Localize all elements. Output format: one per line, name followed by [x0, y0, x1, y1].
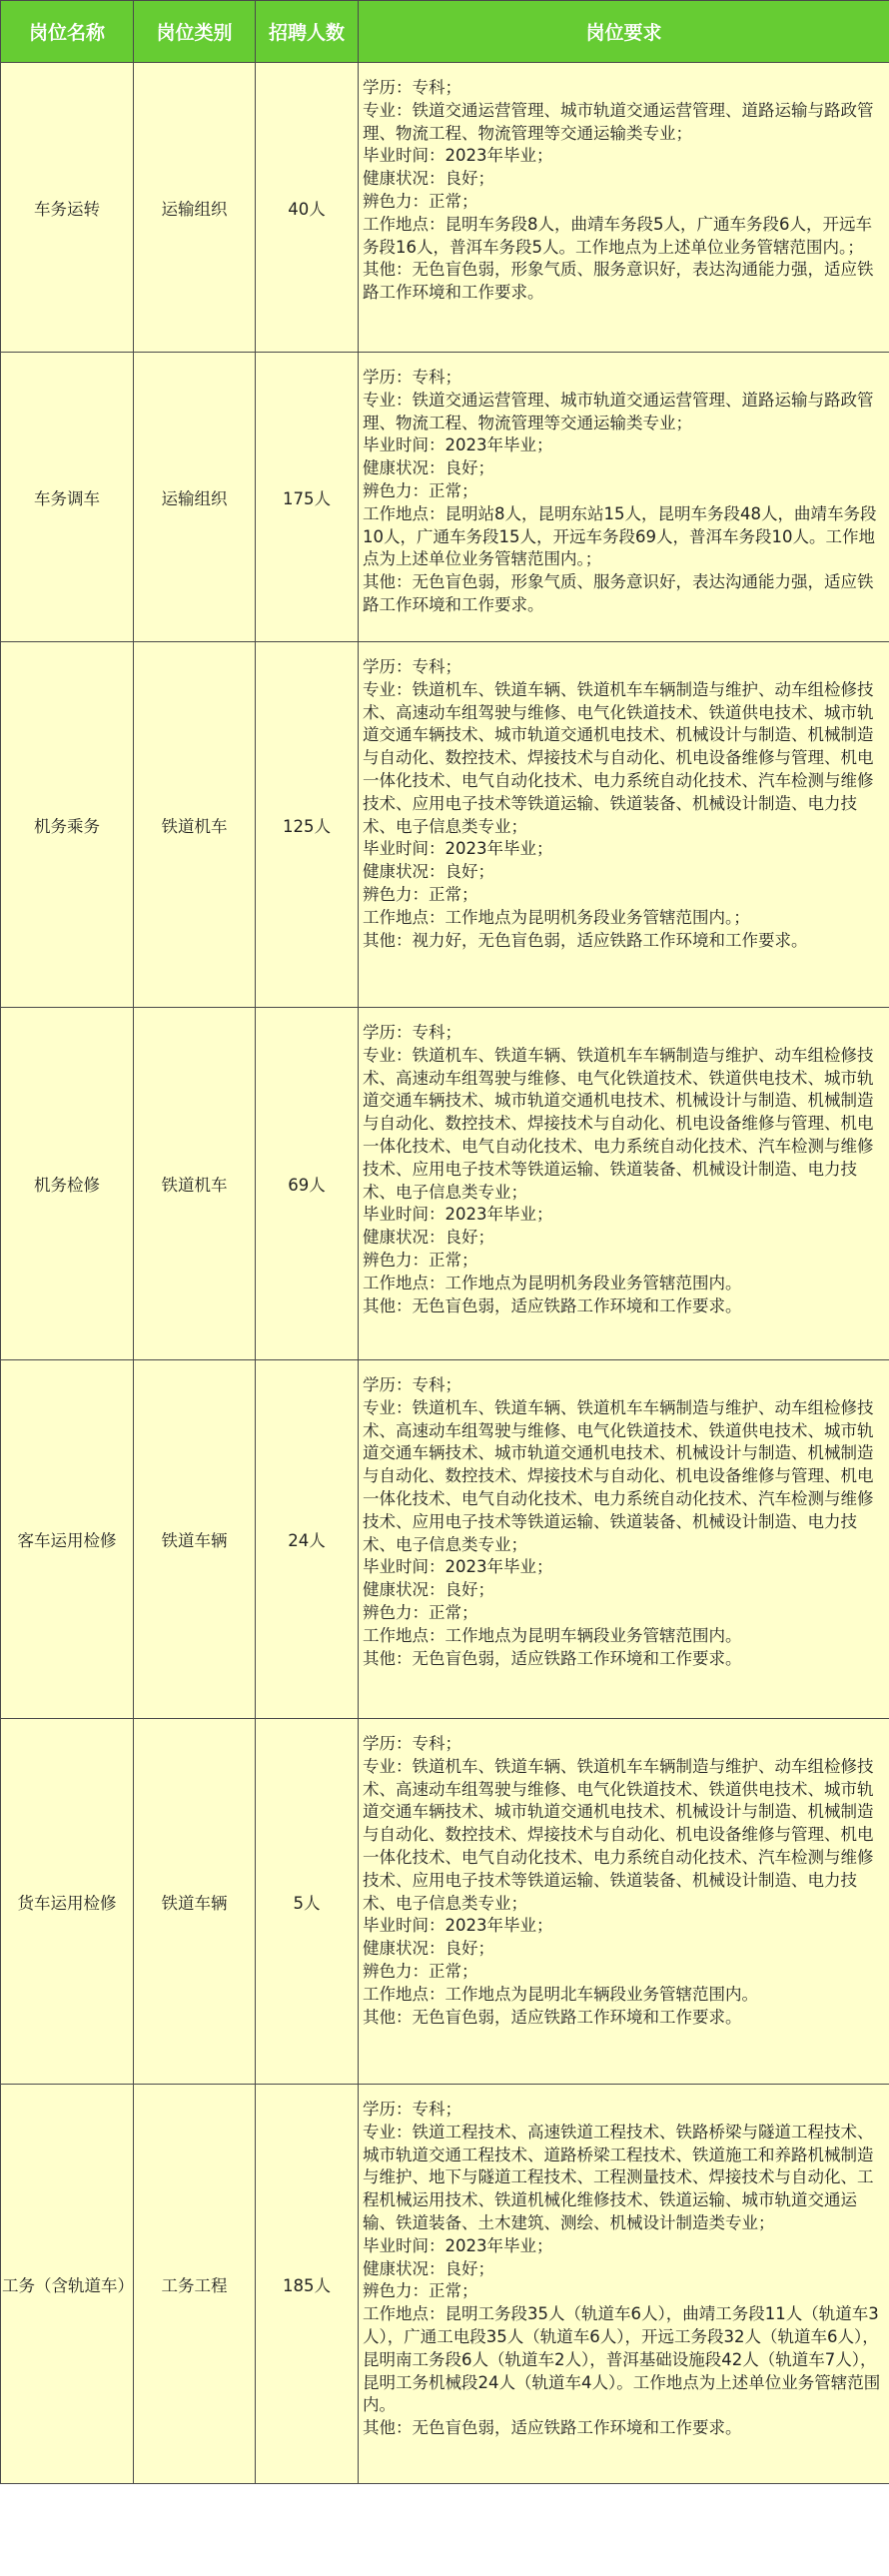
position-name-cell: 工务（含轨道车） — [1, 2085, 134, 2484]
requirement-line: 毕业时间：2023年毕业； — [363, 2235, 553, 2255]
requirement-line: 辨色力：正常； — [363, 1602, 478, 1622]
requirements-cell — [359, 2085, 889, 2484]
requirement-line: 毕业时间：2023年毕业； — [363, 435, 553, 455]
table-row — [1, 63, 889, 353]
requirement-line: 辨色力：正常； — [363, 191, 478, 211]
requirement-line: 工作地点：昆明工务段35人（轨道车6人），曲靖工务段11人（轨道车3人），广通工电段35人（轨道车6人），开远工务段32人（轨道车6人），昆明南工务段6人（轨道车2人），普洱基础设施段42人（轨道车7人），昆明工务机械段24人（轨道车4人）。工作地点为上述单位业务管辖范围内。 — [363, 2304, 881, 2415]
requirement-line: 学历：专科； — [363, 78, 461, 97]
table-row — [1, 1360, 889, 1719]
requirement-line: 健康状况：良好； — [363, 1580, 494, 1600]
requirements-cell — [359, 1360, 889, 1719]
requirement-line: 其他：无色盲色弱，适应铁路工作环境和工作要求。 — [363, 2007, 742, 2027]
requirement-line: 辨色力：正常； — [363, 1250, 478, 1270]
requirement-line: 毕业时间：2023年毕业； — [363, 839, 553, 859]
position-category-cell: 铁道机车 — [134, 1008, 256, 1360]
position-category-cell: 运输组织 — [134, 63, 256, 353]
hiring-count-cell: 5人 — [256, 1719, 359, 2085]
position-category-cell: 铁道机车 — [134, 642, 256, 1008]
position-category-cell: 工务工程 — [134, 2085, 256, 2484]
requirement-line: 毕业时间：2023年毕业； — [363, 1205, 553, 1225]
requirement-line: 学历：专科； — [363, 1375, 461, 1394]
requirement-line: 工作地点：工作地点为昆明机务段业务管辖范围内。 — [363, 1273, 742, 1292]
requirement-line: 健康状况：良好； — [363, 2258, 494, 2278]
position-category-cell: 运输组织 — [134, 353, 256, 642]
position-name-cell: 机务乘务 — [1, 642, 134, 1008]
position-name-cell: 车务调车 — [1, 353, 134, 642]
requirement-line: 学历：专科； — [363, 657, 461, 676]
requirement-line: 专业：铁道工程技术、高速铁道工程技术、铁路桥梁与隧道工程技术、城市轨道交通工程技术、道路桥梁工程技术、铁道施工和养路机械制造与维护、地下与隧道工程技术、工程测量技术、焊接技术与自动化、工程机械运用技术、铁道机械化维修技术、铁道运输、城市轨道交通运输、铁道装备、土木建筑、测绘、机械设计制造类专业； — [363, 2122, 874, 2232]
position-name-cell: 机务检修 — [1, 1008, 134, 1360]
requirement-line: 专业：铁道交通运营管理、城市轨道交通运营管理、道路运输与路政管理、物流工程、物流管理等交通运输类专业； — [363, 100, 874, 143]
table-row — [1, 2085, 889, 2484]
requirement-line: 健康状况：良好； — [363, 169, 494, 189]
hiring-count-cell: 185人 — [256, 2085, 359, 2484]
requirement-line: 工作地点：昆明站8人，昆明东站15人，昆明车务段48人，曲靖车务段10人，广通车务段15人，开远车务段69人，普洱车务段10人。工作地点为上述单位业务管辖范围内。； — [363, 503, 877, 569]
requirement-line: 健康状况：良好； — [363, 1228, 494, 1248]
requirements-cell — [359, 642, 889, 1008]
requirement-line: 工作地点：工作地点为昆明机务段业务管辖范围内。； — [363, 907, 750, 927]
requirement-line: 专业：铁道机车、铁道车辆、铁道机车车辆制造与维护、动车组检修技术、高速动车组驾驶与维修、电气化铁道技术、铁道供电技术、城市轨道交通车辆技术、城市轨道交通机电技术、机械设计与制造、机械制造与自动化、数控技术、焊接技术与自动化、机电设备维修与管理、机电一体化技术、电气自动化技术、电力系统自动化技术、汽车检测与维修技术、应用电子技术等铁道运输、铁道装备、机械设计制造、电力技术、电子信息类专业； — [363, 1756, 874, 1913]
requirement-line: 辨色力：正常； — [363, 1961, 478, 1981]
position-name-cell: 车务运转 — [1, 63, 134, 353]
requirements-cell — [359, 353, 889, 642]
requirement-line: 工作地点：工作地点为昆明车辆段业务管辖范围内。 — [363, 1625, 742, 1645]
table-body — [1, 63, 889, 2484]
position-category-cell: 铁道车辆 — [134, 1719, 256, 2085]
hiring-count-cell: 24人 — [256, 1360, 359, 1719]
header-position-name: 岗位名称 — [1, 1, 134, 63]
hiring-count-cell: 69人 — [256, 1008, 359, 1360]
table-row — [1, 642, 889, 1008]
requirement-line: 辨色力：正常； — [363, 2281, 478, 2301]
requirement-line: 其他：无色盲色弱，形象气质、服务意识好，表达沟通能力强，适应铁路工作环境和工作要求。 — [363, 572, 874, 614]
position-category-cell: 铁道车辆 — [134, 1360, 256, 1719]
requirement-line: 毕业时间：2023年毕业； — [363, 1557, 553, 1577]
table-row — [1, 353, 889, 642]
requirement-line: 辨色力：正常； — [363, 480, 478, 500]
requirement-line: 毕业时间：2023年毕业； — [363, 146, 553, 166]
hiring-count-cell: 125人 — [256, 642, 359, 1008]
requirement-line: 其他：无色盲色弱，适应铁路工作环境和工作要求。 — [363, 1295, 742, 1315]
requirement-line: 专业：铁道交通运营管理、城市轨道交通运营管理、道路运输与路政管理、物流工程、物流管理等交通运输类专业； — [363, 390, 874, 432]
header-hiring-count: 招聘人数 — [256, 1, 359, 63]
requirement-line: 辨色力：正常； — [363, 884, 478, 904]
requirement-line: 专业：铁道机车、铁道车辆、铁道机车车辆制造与维护、动车组检修技术、高速动车组驾驶与维修、电气化铁道技术、铁道供电技术、城市轨道交通车辆技术、城市轨道交通机电技术、机械设计与制造、机械制造与自动化、数控技术、焊接技术与自动化、机电设备维修与管理、机电一体化技术、电气自动化技术、电力系统自动化技术、汽车检测与维修技术、应用电子技术等铁道运输、铁道装备、机械设计制造、电力技术、电子信息类专业； — [363, 1397, 874, 1554]
requirement-line: 学历：专科； — [363, 1734, 461, 1753]
requirement-line: 专业：铁道机车、铁道车辆、铁道机车车辆制造与维护、动车组检修技术、高速动车组驾驶与维修、电气化铁道技术、铁道供电技术、城市轨道交通车辆技术、城市轨道交通机电技术、机械设计与制造、机械制造与自动化、数控技术、焊接技术与自动化、机电设备维修与管理、机电一体化技术、电气自动化技术、电力系统自动化技术、汽车检测与维修技术、应用电子技术等铁道运输、铁道装备、机械设计制造、电力技术、电子信息类专业； — [363, 1045, 874, 1202]
requirement-line: 其他：无色盲色弱，形象气质、服务意识好，表达沟通能力强，适应铁路工作环境和工作要求。 — [363, 260, 874, 303]
requirement-line: 学历：专科； — [363, 2100, 461, 2119]
requirement-line: 工作地点：昆明车务段8人，曲靖车务段5人，广通车务段6人，开远车务段16人，普洱车务段5人。工作地点为上述单位业务管辖范围内。； — [363, 214, 872, 257]
table-row — [1, 1008, 889, 1360]
position-name-cell: 客车运用检修 — [1, 1360, 134, 1719]
requirement-line: 其他：无色盲色弱，适应铁路工作环境和工作要求。 — [363, 1648, 742, 1668]
position-name-cell: 货车运用检修 — [1, 1719, 134, 2085]
requirement-line: 毕业时间：2023年毕业； — [363, 1916, 553, 1936]
requirements-cell — [359, 1008, 889, 1360]
requirement-line: 工作地点：工作地点为昆明北车辆段业务管辖范围内。 — [363, 1984, 758, 2004]
requirement-line: 其他：无色盲色弱，适应铁路工作环境和工作要求。 — [363, 2418, 742, 2438]
requirement-line: 专业：铁道机车、铁道车辆、铁道机车车辆制造与维护、动车组检修技术、高速动车组驾驶与维修、电气化铁道技术、铁道供电技术、城市轨道交通车辆技术、城市轨道交通机电技术、机械设计与制造、机械制造与自动化、数控技术、焊接技术与自动化、机电设备维修与管理、机电一体化技术、电气自动化技术、电力系统自动化技术、汽车检测与维修技术、应用电子技术等铁道运输、铁道装备、机械设计制造、电力技术、电子信息类专业； — [363, 679, 874, 836]
requirements-cell — [359, 1719, 889, 2085]
header-requirements: 岗位要求 — [359, 1, 889, 63]
requirement-line: 健康状况：良好； — [363, 862, 494, 882]
requirement-line: 学历：专科； — [363, 368, 461, 387]
hiring-count-cell: 175人 — [256, 353, 359, 642]
requirement-line: 其他：视力好，无色盲色弱，适应铁路工作环境和工作要求。 — [363, 930, 808, 950]
header-row — [1, 1, 889, 63]
hiring-count-cell: 40人 — [256, 63, 359, 353]
table-row — [1, 1719, 889, 2085]
header-position-category: 岗位类别 — [134, 1, 256, 63]
requirement-line: 学历：专科； — [363, 1023, 461, 1042]
requirement-line: 健康状况：良好； — [363, 458, 494, 478]
requirement-line: 健康状况：良好； — [363, 1939, 494, 1959]
requirements-cell — [359, 63, 889, 353]
